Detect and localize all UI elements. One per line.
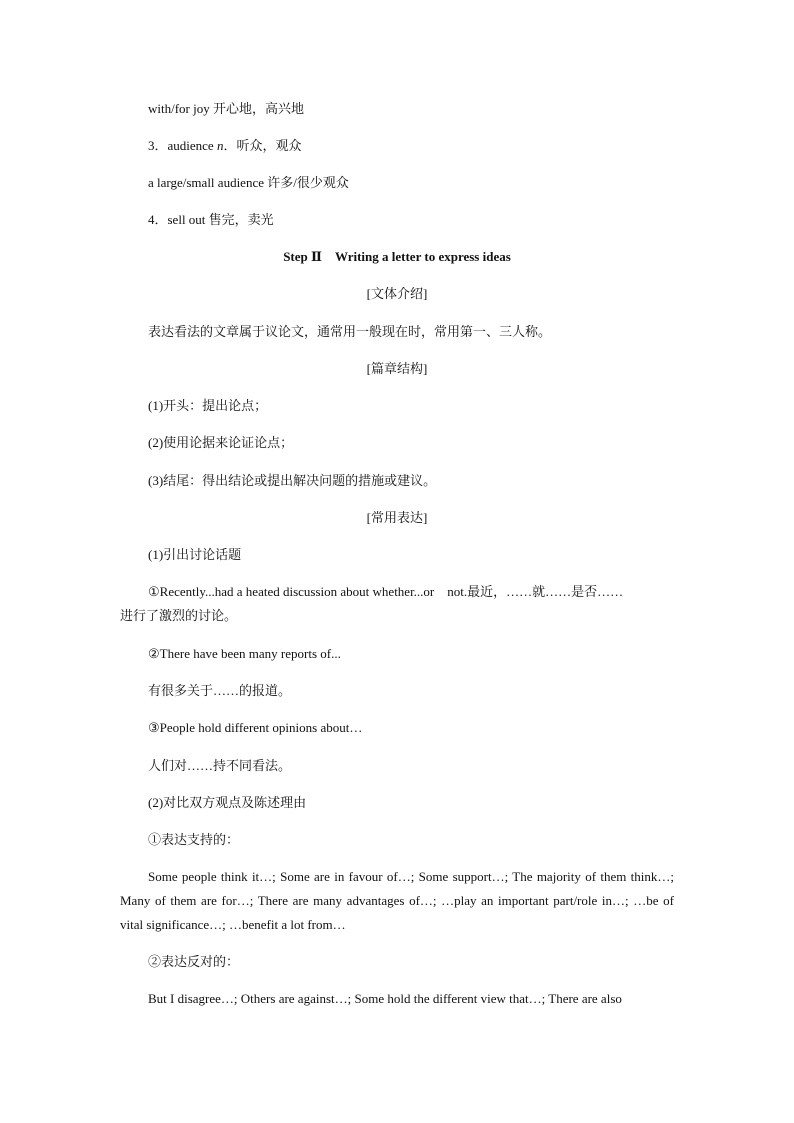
- vocab-with-for-joy: with/for joy 开心地，高兴地: [148, 101, 304, 116]
- expressions-heading: [常用表达]: [366, 510, 428, 525]
- vocab-item-audience-word: 3．audience: [148, 138, 217, 153]
- vocab-item-audience-def: ．听众，观众: [223, 138, 302, 153]
- structure-item: (2)使用论据来论证论点；: [148, 435, 294, 450]
- structure-item: (3)结尾：得出结论或提出解决问题的措施或建议。: [148, 473, 437, 488]
- expression-1-line-2: 进行了激烈的讨论。: [120, 608, 238, 623]
- expression-2-chinese: 有很多关于……的报道。: [148, 683, 292, 698]
- vocab-large-small-audience: a large/small audience 许多/很少观众: [148, 175, 349, 190]
- expression-3-english: ③People hold different opinions about…: [148, 720, 363, 735]
- support-heading: ①表达支持的：: [148, 832, 240, 847]
- vocab-item-sell-out: 4．sell out 售完，卖光: [148, 212, 274, 227]
- step-heading: Step Ⅱ Writing a letter to express ideas: [283, 249, 511, 264]
- oppose-heading: ②表达反对的：: [148, 954, 240, 969]
- expressions-subheading-1: (1)引出讨论话题: [148, 547, 242, 562]
- support-expressions-paragraph: Some people think it…; Some are in favour of…; Some support…; The majority of them think…; Many of them are for…; There are many advantages of…; …play an important part/role in…; …be of vital significance…; …benefit a lot from…: [120, 869, 674, 932]
- style-intro-heading: [文体介绍]: [366, 286, 428, 301]
- vocab-item-audience: [148, 134, 301, 158]
- vocab-item-audience-pos: n: [216, 138, 224, 153]
- structure-item: (1)开头：提出论点；: [148, 398, 268, 413]
- style-intro-text: 表达看法的文章属于议论文，通常用一般现在时，常用第一、三人称。: [148, 324, 552, 339]
- expression-2-english: ②There have been many reports of...: [148, 646, 341, 661]
- expressions-subheading-2: (2)对比双方观点及陈述理由: [148, 795, 307, 810]
- oppose-expressions-paragraph: But I disagree…; Others are against…; Some hold the different view that…; There are also: [148, 991, 622, 1006]
- structure-heading: [篇章结构]: [366, 361, 428, 376]
- expression-1-line-1: ①Recently...had a heated discussion about whether...or not.最近，……就……是否……: [148, 584, 624, 599]
- expression-3-chinese: 人们对……持不同看法。: [148, 758, 292, 773]
